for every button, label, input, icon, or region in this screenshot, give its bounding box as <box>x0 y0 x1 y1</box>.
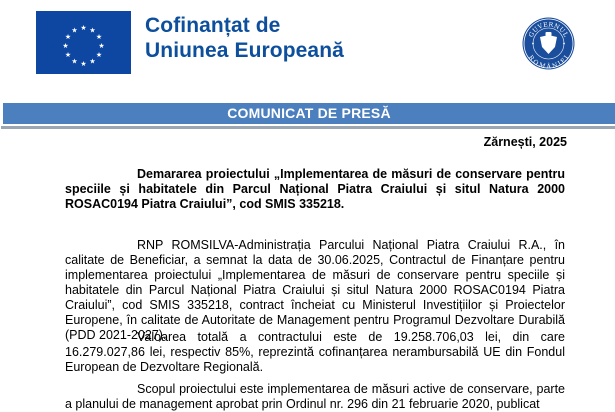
svg-text:ROMÂNIEI: ROMÂNIEI <box>526 54 571 70</box>
banner-divider <box>1 126 615 129</box>
svg-text:★: ★ <box>98 42 105 50</box>
svg-text:★: ★ <box>71 57 78 66</box>
paragraph-text: RNP ROMSILVA-Administrația Parcului Național Piatra Craiului R.A., în calitate de Beneficiar, a semnat la data de 30.06.2025, Contractul de Finanțare pentru implementarea proiectului „Implementarea de măsuri de conservare pentru speciile și habitatele din Parcul Național Piatra Craiului și situl Natura 2000 ROSAC0194 Piatra Craiului”, cod SMIS 335218, contract încheiat cu Ministerul Investițiilor și Proiectelor Europene, în calitate de Autoritate de Management pentru Programul Dezvoltare Durabilă (PDD 2021-2027). <box>65 238 565 342</box>
paragraph-scope <box>65 382 565 412</box>
banner-title: COMUNICAT DE PRESĂ <box>227 105 391 121</box>
svg-text:★: ★ <box>80 24 87 32</box>
paragraph-value <box>65 330 565 375</box>
svg-text:★: ★ <box>89 57 96 66</box>
paragraph-text: Valoarea totală a contractului este de 19.258.706,03 lei, din care 16.279.027,86 lei, respectiv 85%, reprezintă cofinanțarea nerambursabilă UE din Fondul European de Dezvoltare Regională. <box>65 330 565 374</box>
eu-flag-icon <box>36 11 131 74</box>
paragraph-contract <box>65 238 565 343</box>
svg-text:★: ★ <box>64 51 72 59</box>
title-text: Demararea proiectului „Implementarea de măsuri de conservare pentru speciile și habitatele din Parcul Național Piatra Craiului și situl Natura 2000 ROSAC0194 Piatra Craiului”, cod SMIS 335218. <box>65 167 565 211</box>
svg-text:★: ★ <box>95 51 103 59</box>
eu-cofinancing-heading <box>145 13 344 63</box>
eu-heading-line1: Cofinanțat de <box>145 14 281 37</box>
dateline: Zărnești, 2025 <box>483 135 567 149</box>
press-release-title <box>65 167 565 212</box>
guvernul-romaniei-seal-icon <box>522 17 575 70</box>
svg-text:★: ★ <box>89 26 96 35</box>
svg-text:★: ★ <box>80 60 87 68</box>
svg-text:★: ★ <box>71 26 78 35</box>
press-release-banner <box>3 103 615 124</box>
svg-text:GUVERNUL: GUVERNUL <box>527 21 570 39</box>
svg-text:★: ★ <box>95 33 103 41</box>
svg-text:★: ★ <box>64 33 72 41</box>
paragraph-text: Scopul proiectului este implementarea de măsuri active de conservare, parte a planului de management aprobat prin Ordinul nr. 296 din 21 februarie 2020, publicat <box>65 382 565 411</box>
eu-heading-line2: Uniunea Europeană <box>145 39 344 62</box>
svg-text:★: ★ <box>62 42 69 50</box>
